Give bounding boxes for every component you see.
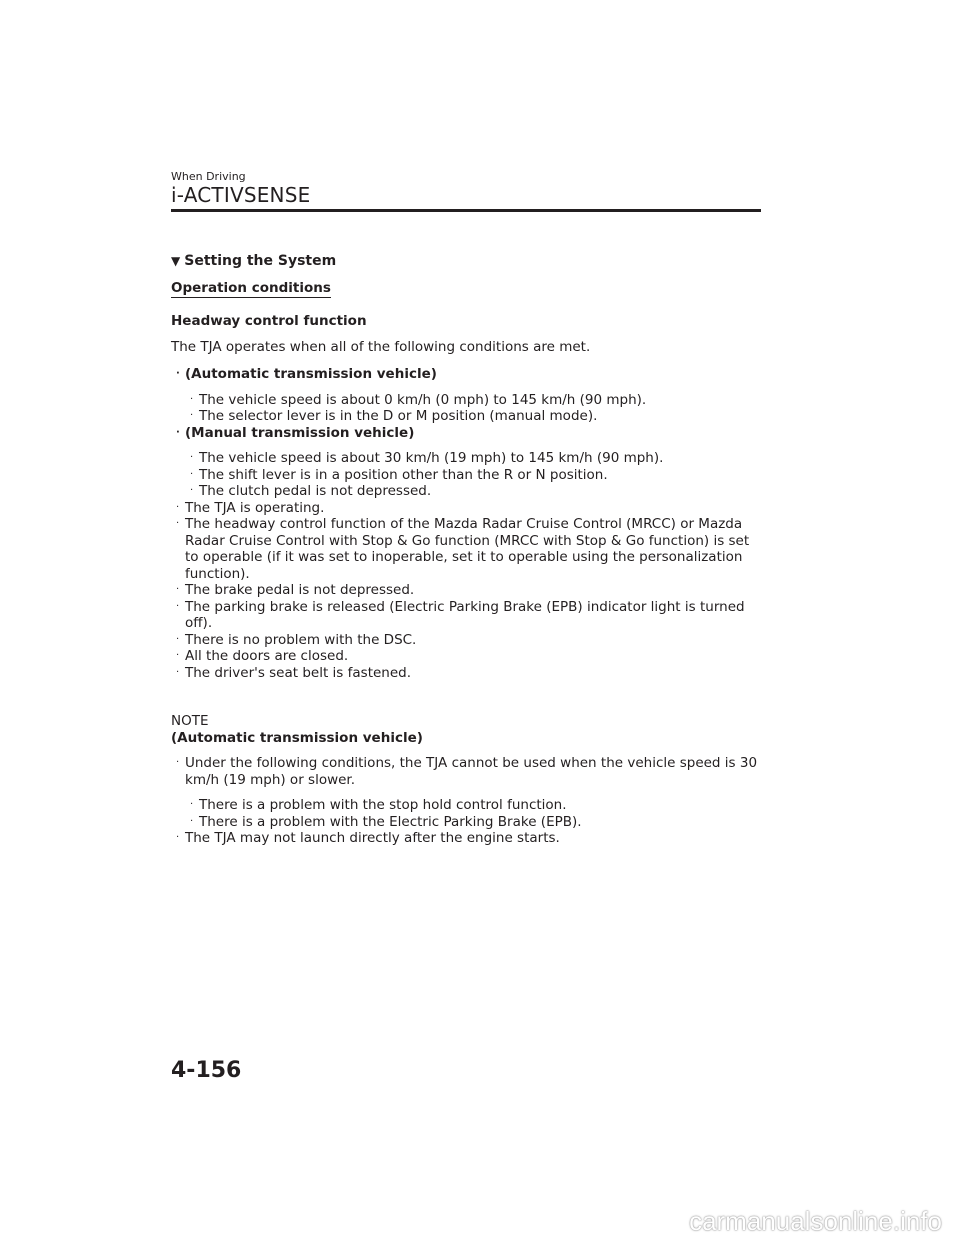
bullet-icon: · — [176, 633, 180, 645]
note-box — [171, 713, 761, 847]
note-item — [171, 830, 761, 847]
bullet-icon: · — [176, 757, 180, 768]
condition-item — [171, 516, 761, 582]
sub-conditions-list — [171, 392, 761, 425]
sub-condition-text: The selector lever is in the D or M position (manual mode). — [199, 408, 598, 424]
bullet-icon: · — [176, 518, 180, 529]
chapter-title: i-ACTIVSENSE — [171, 183, 311, 207]
note-sub-list — [171, 797, 761, 830]
bullet-icon: · — [190, 799, 194, 810]
condition-text: The brake pedal is not depressed. — [185, 582, 415, 598]
sub-condition-item — [171, 467, 761, 484]
condition-text: The parking brake is released (Electric Parking Brake (EPB) indicator light is turned off). — [185, 598, 745, 631]
bullet-icon: · — [190, 393, 194, 405]
sub-condition-item — [171, 392, 761, 409]
condition-item — [171, 425, 761, 442]
sub-condition-text: The vehicle speed is about 0 km/h (0 mph) to 145 km/h (90 mph). — [199, 391, 647, 408]
sub-condition-item — [171, 450, 761, 467]
conditions-list — [171, 366, 761, 681]
condition-text: The TJA is operating. — [185, 499, 325, 516]
header-rule — [171, 209, 761, 212]
condition-item — [171, 665, 761, 682]
bullet-icon: · — [176, 600, 180, 612]
triangle-down-icon: ▼ — [171, 254, 181, 268]
condition-text: (Manual transmission vehicle) — [185, 424, 415, 441]
condition-item — [171, 366, 761, 383]
condition-item — [171, 632, 761, 649]
condition-text: (Automatic transmission vehicle) — [185, 366, 437, 382]
note-sub-item-text: There is a problem with the Electric Parking Brake (EPB). — [199, 813, 582, 830]
condition-text: The headway control function of the Mazda Radar Cruise Control (MRCC) or Mazda Radar Cruise Control with Stop & Go function (MRCC with Stop & Go function) is set to operable (if it was set to inoperable, set it to operable using the personalization function). — [185, 516, 750, 582]
note-subtitle: (Automatic transmission vehicle) — [171, 729, 423, 746]
bullet-icon: · — [176, 584, 180, 595]
note-list — [171, 755, 761, 847]
condition-text: There is no problem with the DSC. — [185, 631, 417, 648]
note-sub-item — [171, 814, 761, 831]
condition-item — [171, 582, 761, 599]
sub-condition-item — [171, 408, 761, 425]
watermark: carmanualsonline.info — [689, 1206, 942, 1236]
note-sub-item — [171, 797, 761, 814]
sub-condition-item — [171, 483, 761, 500]
section-label: When Driving — [171, 170, 246, 183]
bullet-icon: · — [176, 426, 180, 438]
note-item-text: The TJA may not launch directly after the engine starts. — [185, 830, 560, 846]
page-content — [171, 252, 761, 847]
note-item-text: Under the following conditions, the TJA cannot be used when the vehicle speed is 30 km/h (19 mph) or slower. — [185, 755, 758, 788]
bullet-icon: · — [190, 485, 194, 496]
bullet-icon: · — [176, 666, 180, 678]
bullet-icon: · — [176, 501, 180, 513]
bullet-icon: · — [176, 368, 180, 379]
bullet-icon: · — [190, 815, 194, 827]
condition-text: The driver's seat belt is fastened. — [185, 664, 412, 681]
note-sub-item-text: There is a problem with the stop hold control function. — [199, 797, 567, 813]
bullet-icon: · — [190, 410, 194, 421]
sub-condition-text: The clutch pedal is not depressed. — [199, 483, 432, 499]
subheading: Operation conditions — [171, 280, 331, 296]
sub-condition-text: The shift lever is in a position other than the R or N position. — [199, 466, 608, 483]
sub-conditions-list — [171, 450, 761, 500]
section-heading-text: Setting the System — [184, 253, 337, 269]
condition-item — [171, 648, 761, 665]
page-number: 4-156 — [171, 1058, 242, 1083]
bullet-icon: · — [190, 452, 194, 463]
note-label: NOTE — [171, 713, 209, 729]
condition-text: All the doors are closed. — [185, 648, 349, 664]
bullet-icon: · — [176, 832, 180, 843]
function-title: Headway control function — [171, 313, 367, 329]
note-item — [171, 755, 761, 788]
bullet-icon: · — [176, 650, 180, 661]
intro-text: The TJA operates when all of the following conditions are met. — [171, 338, 591, 355]
bullet-icon: · — [190, 468, 194, 480]
condition-item — [171, 599, 761, 632]
section-heading — [171, 252, 761, 270]
condition-item — [171, 500, 761, 517]
sub-condition-text: The vehicle speed is about 30 km/h (19 mph) to 145 km/h (90 mph). — [199, 450, 664, 466]
